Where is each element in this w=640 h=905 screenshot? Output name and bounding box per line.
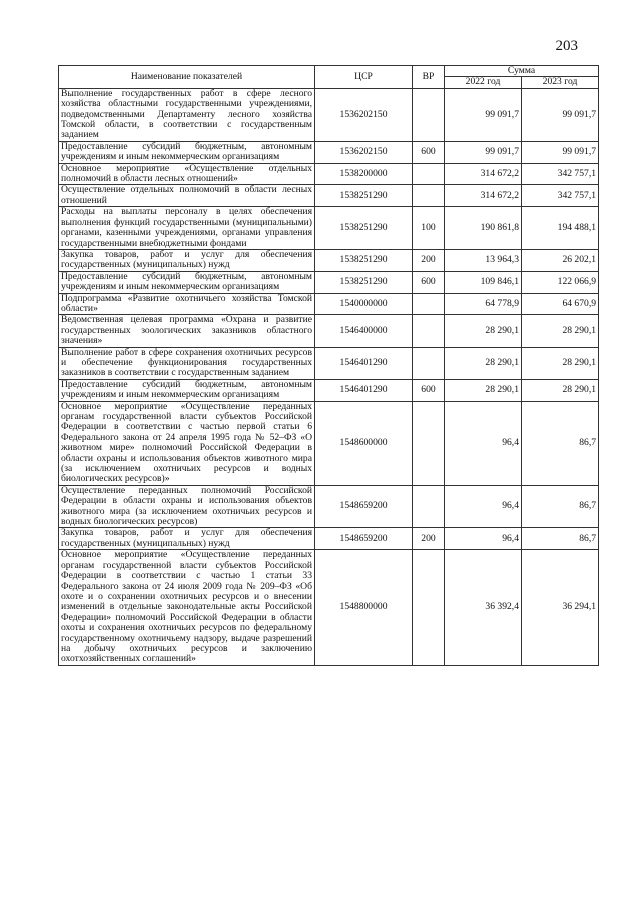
cell-name: Основное мероприятие «Осуществление переданных органам государственной власти субъектов Российской Федерации в соответствии с частью 1 статьи 33 Федерального закона от 24 июля 2009 года № 209–ФЗ «Об охоте и о сохранении охотничьих ресурсов и о внесении изменений в отдельные законодательные акты Российской Федерации» полномочий Российской Федерации в области охоты и сохранения охотничьих ресурсов по федеральному государственному охотничьему надзору, выдаче разрешений на добычу охотничьих ресурсов и заключению охотхозяйственных соглашений» [59,550,315,665]
table-row [59,347,599,379]
header-vr: ВР [413,66,445,89]
cell-code: 1548659200 [315,528,413,550]
cell-vr: 600 [413,379,445,401]
page-number: 203 [555,38,578,54]
cell-y2022: 96,4 [445,401,522,485]
table-row [59,485,599,528]
table-row [59,163,599,185]
table-row [59,207,599,250]
cell-code: 1546401290 [315,379,413,401]
table-row [59,315,599,347]
cell-code: 1538200000 [315,163,413,185]
cell-name: Расходы на выплаты персоналу в целях обеспечения выполнения функций государственными (муниципальными) органами, казенными учреждениями, органами управления государственными внебюджетными фондами [59,207,315,250]
cell-code: 1546401290 [315,347,413,379]
cell-y2022: 28 290,1 [445,315,522,347]
cell-vr: 600 [413,271,445,293]
cell-y2022: 109 846,1 [445,271,522,293]
header-code: ЦСР [315,66,413,89]
cell-name: Предоставление субсидий бюджетным, автономным учреждениям и иным некоммерческим организациям [59,141,315,163]
cell-y2023: 122 066,9 [522,271,599,293]
cell-y2022: 28 290,1 [445,379,522,401]
header-name: Наименование показателей [59,66,315,89]
cell-y2023: 28 290,1 [522,315,599,347]
table-row [59,88,599,141]
cell-vr: 200 [413,249,445,271]
cell-code: 1540000000 [315,293,413,315]
cell-vr [413,347,445,379]
cell-vr: 600 [413,141,445,163]
cell-vr [413,163,445,185]
cell-y2022: 13 964,3 [445,249,522,271]
cell-y2022: 190 861,8 [445,207,522,250]
header-year-2023: 2023 год [522,77,599,88]
cell-name: Предоставление субсидий бюджетным, автономным учреждениям и иным некоммерческим организациям [59,379,315,401]
cell-name: Осуществление отдельных полномочий в области лесных отношений [59,185,315,207]
cell-y2023: 36 294,1 [522,550,599,665]
cell-code: 1538251290 [315,271,413,293]
cell-name: Подпрограмма «Развитие охотничьего хозяйства Томской области» [59,293,315,315]
table-row [59,401,599,485]
cell-name: Выполнение государственных работ в сфере лесного хозяйства областными государственными учреждениями, подведомственными Департаменту лесного хозяйства Томской области, в соответствии с государственным заданием [59,88,315,141]
table-row [59,379,599,401]
cell-code: 1536202150 [315,141,413,163]
cell-y2023: 28 290,1 [522,379,599,401]
cell-y2022: 99 091,7 [445,141,522,163]
table-body [59,88,599,665]
cell-y2023: 86,7 [522,485,599,528]
cell-code: 1548800000 [315,550,413,665]
cell-y2022: 99 091,7 [445,88,522,141]
cell-vr [413,315,445,347]
table-row [59,141,599,163]
cell-y2022: 96,4 [445,485,522,528]
cell-vr: 100 [413,207,445,250]
cell-name: Ведомственная целевая программа «Охрана и развитие государственных зоологических заказников областного значения» [59,315,315,347]
cell-vr [413,185,445,207]
cell-name: Основное мероприятие «Осуществление переданных органам государственной власти субъектов Российской Федерации в соответствии с частью первой статьи 6 Федерального закона от 24 апреля 1995 года № 52–ФЗ «О животном мире» полномочий Российской Федерации в области охраны и использования объектов животного мира (за исключением охотничьих ресурсов и водных биологических ресурсов)» [59,401,315,485]
table-row [59,249,599,271]
cell-code: 1548600000 [315,401,413,485]
cell-y2023: 28 290,1 [522,347,599,379]
header-sum: Сумма [445,66,599,77]
cell-code: 1548659200 [315,485,413,528]
cell-y2023: 99 091,7 [522,141,599,163]
table-row [59,550,599,665]
cell-y2022: 64 778,9 [445,293,522,315]
table-row [59,185,599,207]
cell-y2023: 342 757,1 [522,185,599,207]
cell-name: Закупка товаров, работ и услуг для обеспечения государственных (муниципальных) нужд [59,249,315,271]
cell-code: 1546400000 [315,315,413,347]
cell-code: 1536202150 [315,88,413,141]
cell-vr [413,88,445,141]
cell-code: 1538251290 [315,207,413,250]
cell-vr [413,550,445,665]
cell-code: 1538251290 [315,185,413,207]
cell-y2023: 86,7 [522,401,599,485]
table-row [59,293,599,315]
cell-code: 1538251290 [315,249,413,271]
cell-y2023: 64 670,9 [522,293,599,315]
cell-name: Основное мероприятие «Осуществление отдельных полномочий в области лесных отношений» [59,163,315,185]
cell-name: Закупка товаров, работ и услуг для обеспечения государственных (муниципальных) нужд [59,528,315,550]
cell-name: Выполнение работ в сфере сохранения охотничьих ресурсов и обеспечение функционирования государственных заказников в соответствии с государственным заданием [59,347,315,379]
cell-y2022: 314 672,2 [445,163,522,185]
cell-vr [413,293,445,315]
cell-name: Предоставление субсидий бюджетным, автономным учреждениям и иным некоммерческим организациям [59,271,315,293]
header-year-2022: 2022 год [445,77,522,88]
cell-vr [413,401,445,485]
cell-y2023: 86,7 [522,528,599,550]
cell-vr [413,485,445,528]
cell-y2022: 36 392,4 [445,550,522,665]
cell-y2023: 99 091,7 [522,88,599,141]
cell-vr: 200 [413,528,445,550]
cell-y2022: 28 290,1 [445,347,522,379]
cell-y2022: 314 672,2 [445,185,522,207]
budget-table [58,65,599,666]
cell-name: Осуществление переданных полномочий Российской Федерации в области охраны и использования объектов животного мира (за исключением охотничьих ресурсов и водных биологических ресурсов) [59,485,315,528]
cell-y2022: 96,4 [445,528,522,550]
table-row [59,271,599,293]
cell-y2023: 26 202,1 [522,249,599,271]
cell-y2023: 342 757,1 [522,163,599,185]
cell-y2023: 194 488,1 [522,207,599,250]
table-row [59,528,599,550]
